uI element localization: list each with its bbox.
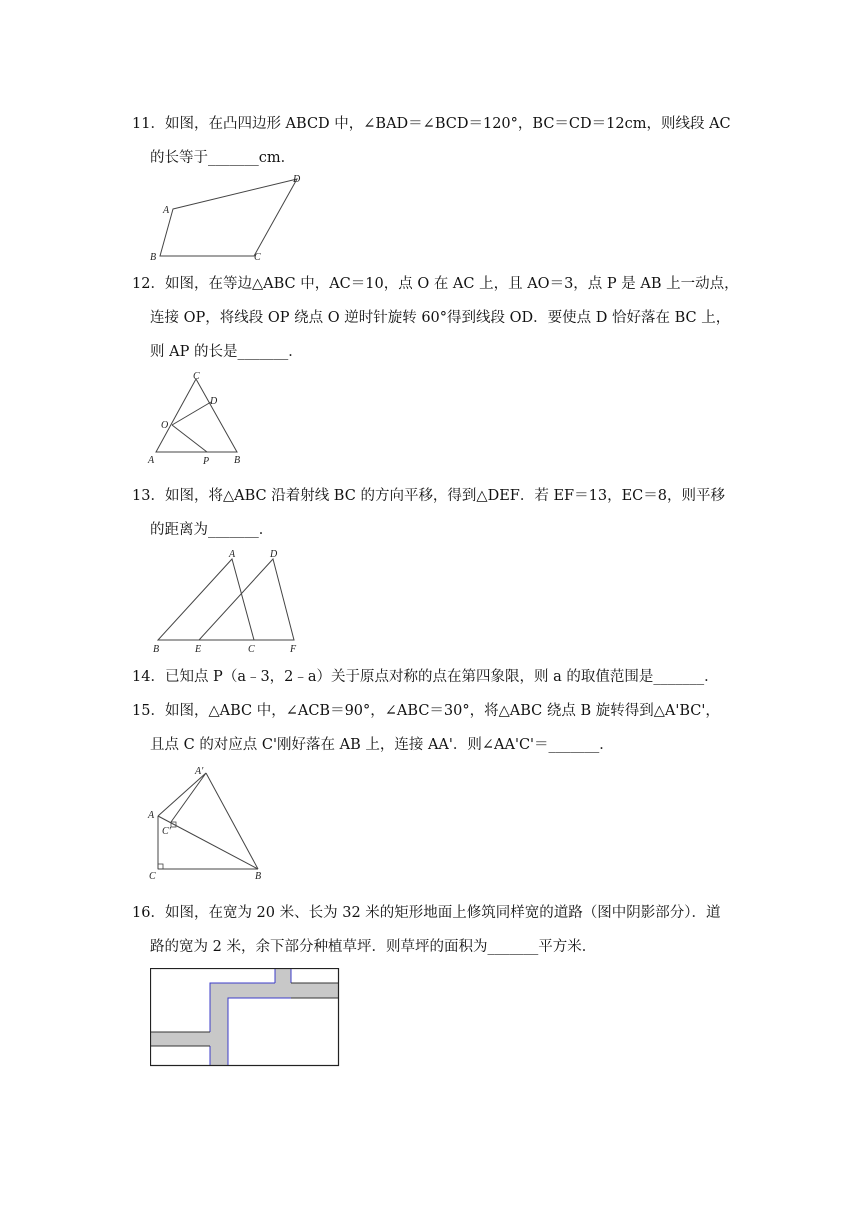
q15-figure [140, 762, 270, 884]
q12-line1: 12．如图，在等边△ABC 中，AC＝10，点 O 在 AC 上，且 AO＝3，点 P 是 AB 上一动点， [132, 276, 739, 292]
q12-figure [145, 370, 255, 468]
q15-label-c-prime: C' [162, 826, 171, 837]
q13-line2: 的距离为_______． [150, 522, 274, 538]
q12-label-b: B [234, 455, 241, 466]
q16-figure [150, 968, 340, 1068]
q11-line1: 11．如图，在凸四边形 ABCD 中，∠BAD＝∠BCD＝120°，BC＝CD＝12cm，则线段 AC [132, 116, 731, 132]
q13-label-f: F [290, 644, 297, 655]
q15-line1: 15．如图，△ABC 中，∠ACB＝90°，∠ABC＝30°，将△ABC 绕点 B 旋转得到△A'BC'， [132, 703, 720, 719]
q13-label-c: C [248, 644, 255, 655]
q13-figure [148, 544, 308, 656]
q13-line1: 13．如图，将△ABC 沿着射线 BC 的方向平移，得到△DEF．若 EF＝13，EC＝8，则平移 [132, 488, 725, 504]
q15-label-a-prime: A' [195, 766, 204, 777]
q12-label-a: A [148, 455, 155, 466]
q15-line2: 且点 C 的对应点 C'刚好落在 AB 上，连接 AA'．则∠AA'C'＝_______． [150, 737, 614, 753]
q15-label-a: A [148, 810, 155, 821]
q13-label-b: B [153, 644, 160, 655]
q11-figure [140, 172, 320, 264]
q11-label-a: A [163, 205, 170, 216]
q11-label-d: D [293, 174, 301, 185]
q12-label-c: C [193, 371, 200, 382]
q15-label-c: C [149, 871, 156, 882]
q12-label-o: O [161, 420, 169, 431]
q11-label-c: C [254, 252, 261, 263]
q16-line2: 路的宽为 2 米，余下部分种植草坪．则草坪的面积为_______平方米． [150, 939, 597, 955]
q13-label-e: E [195, 644, 202, 655]
q16-line1: 16．如图，在宽为 20 米、长为 32 米的矩形地面上修筑同样宽的道路（图中阴影部分）．道 [132, 905, 721, 921]
q12-line3: 则 AP 的长是_______． [150, 344, 303, 360]
q11-line2: 的长等于_______cm． [150, 150, 296, 166]
q12-line2: 连接 OP，将线段 OP 绕点 O 逆时针旋转 60°得到线段 OD．要使点 D 恰好落在 BC 上， [150, 310, 731, 326]
q13-label-d: D [270, 549, 278, 560]
q14-line1: 14．已知点 P（a﹣3，2﹣a）关于原点对称的点在第四象限，则 a 的取值范围是_______． [132, 669, 719, 685]
q11-label-b: B [150, 252, 157, 263]
q15-label-b: B [255, 871, 262, 882]
q12-label-d: D [210, 396, 218, 407]
q13-label-a: A [229, 549, 236, 560]
q12-label-p: P [203, 456, 210, 467]
